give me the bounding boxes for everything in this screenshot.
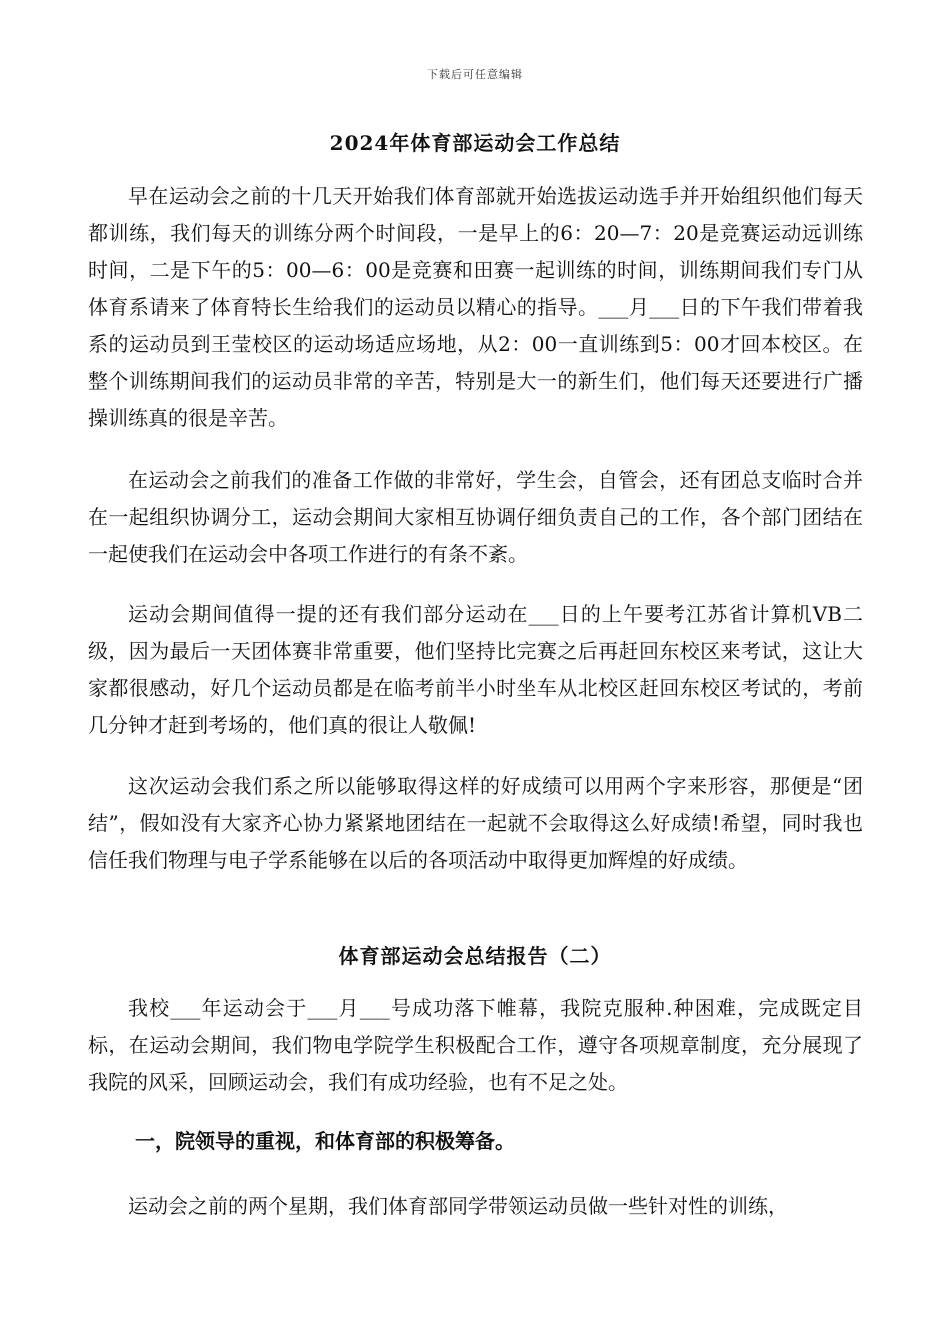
paragraph-report-intro: 我校___年运动会于___月___号成功落下帷幕，我院克服种.种困难，完成既定目标，在运动会期间，我们物电学院学生积极配合工作，遵守各项规章制度，充分展现了我院的风采，回顾运动会，我们有成功经验，也有不足之处。 [88, 996, 863, 1094]
paragraph-training: 早在运动会之前的十几天开始我们体育部就开始选拔运动选手并开始组织他们每天都训练，我们每天的训练分两个时间段，一是早上的6：20—7：20是竞赛运动远训练时间，二是下午的5：00—6：00是竞赛和田赛一起训练的时间，训练期间我们专门从体育系请来了体育特长生给我们的运动员以精心的指导。___月___日的下午我们带着我系的运动员到王莹校区的运动场适应场地，从2：00一直训练到5：00才回本校区。在整个训练期间我们的运动员非常的辛苦，特别是大一的新生们，他们每天还要进行广播操训练真的很是辛苦。 [88, 184, 863, 430]
page-header-note: 下载后可任意编辑 [427, 68, 523, 81]
paragraph-conclusion: 这次运动会我们系之所以能够取得这样的好成绩可以用两个字来形容，那便是“团结”，假如没有大家齐心协力紧紧地团结在一起就不会取得这么好成绩!希望，同时我也信任我们物理与电子学系能够在以后的各项活动中取得更加辉煌的好成绩。 [88, 774, 863, 872]
section-title-report-two: 体育部运动会总结报告（二） [338, 944, 612, 968]
document-title: 2024年体育部运动会工作总结 [329, 131, 621, 155]
section-heading-leadership: 一，院领导的重视，和体育部的积极筹备。 [135, 1129, 515, 1153]
paragraph-preparation: 在运动会之前我们的准备工作做的非常好，学生会，自管会，还有团总支临时合并在一起组织协调分工，运动会期间大家相互协调仔细负责自己的工作，各个部门团结在一起使我们在运动会中各项工作进行的有条不紊。 [88, 468, 863, 566]
paragraph-exam: 运动会期间值得一提的还有我们部分运动在___日的上午要考江苏省计算机VB二级，因为最后一天团体赛非常重要，他们坚持比完赛之后再赶回东校区来考试，这让大家都很感动，好几个运动员都是在临考前半小时坐车从北校区赶回东校区考试的，考前几分钟才赶到考场的，他们真的很让人敬佩! [88, 602, 863, 737]
paragraph-two-weeks: 运动会之前的两个星期，我们体育部同学带领运动员做一些针对性的训练， [128, 1194, 788, 1218]
